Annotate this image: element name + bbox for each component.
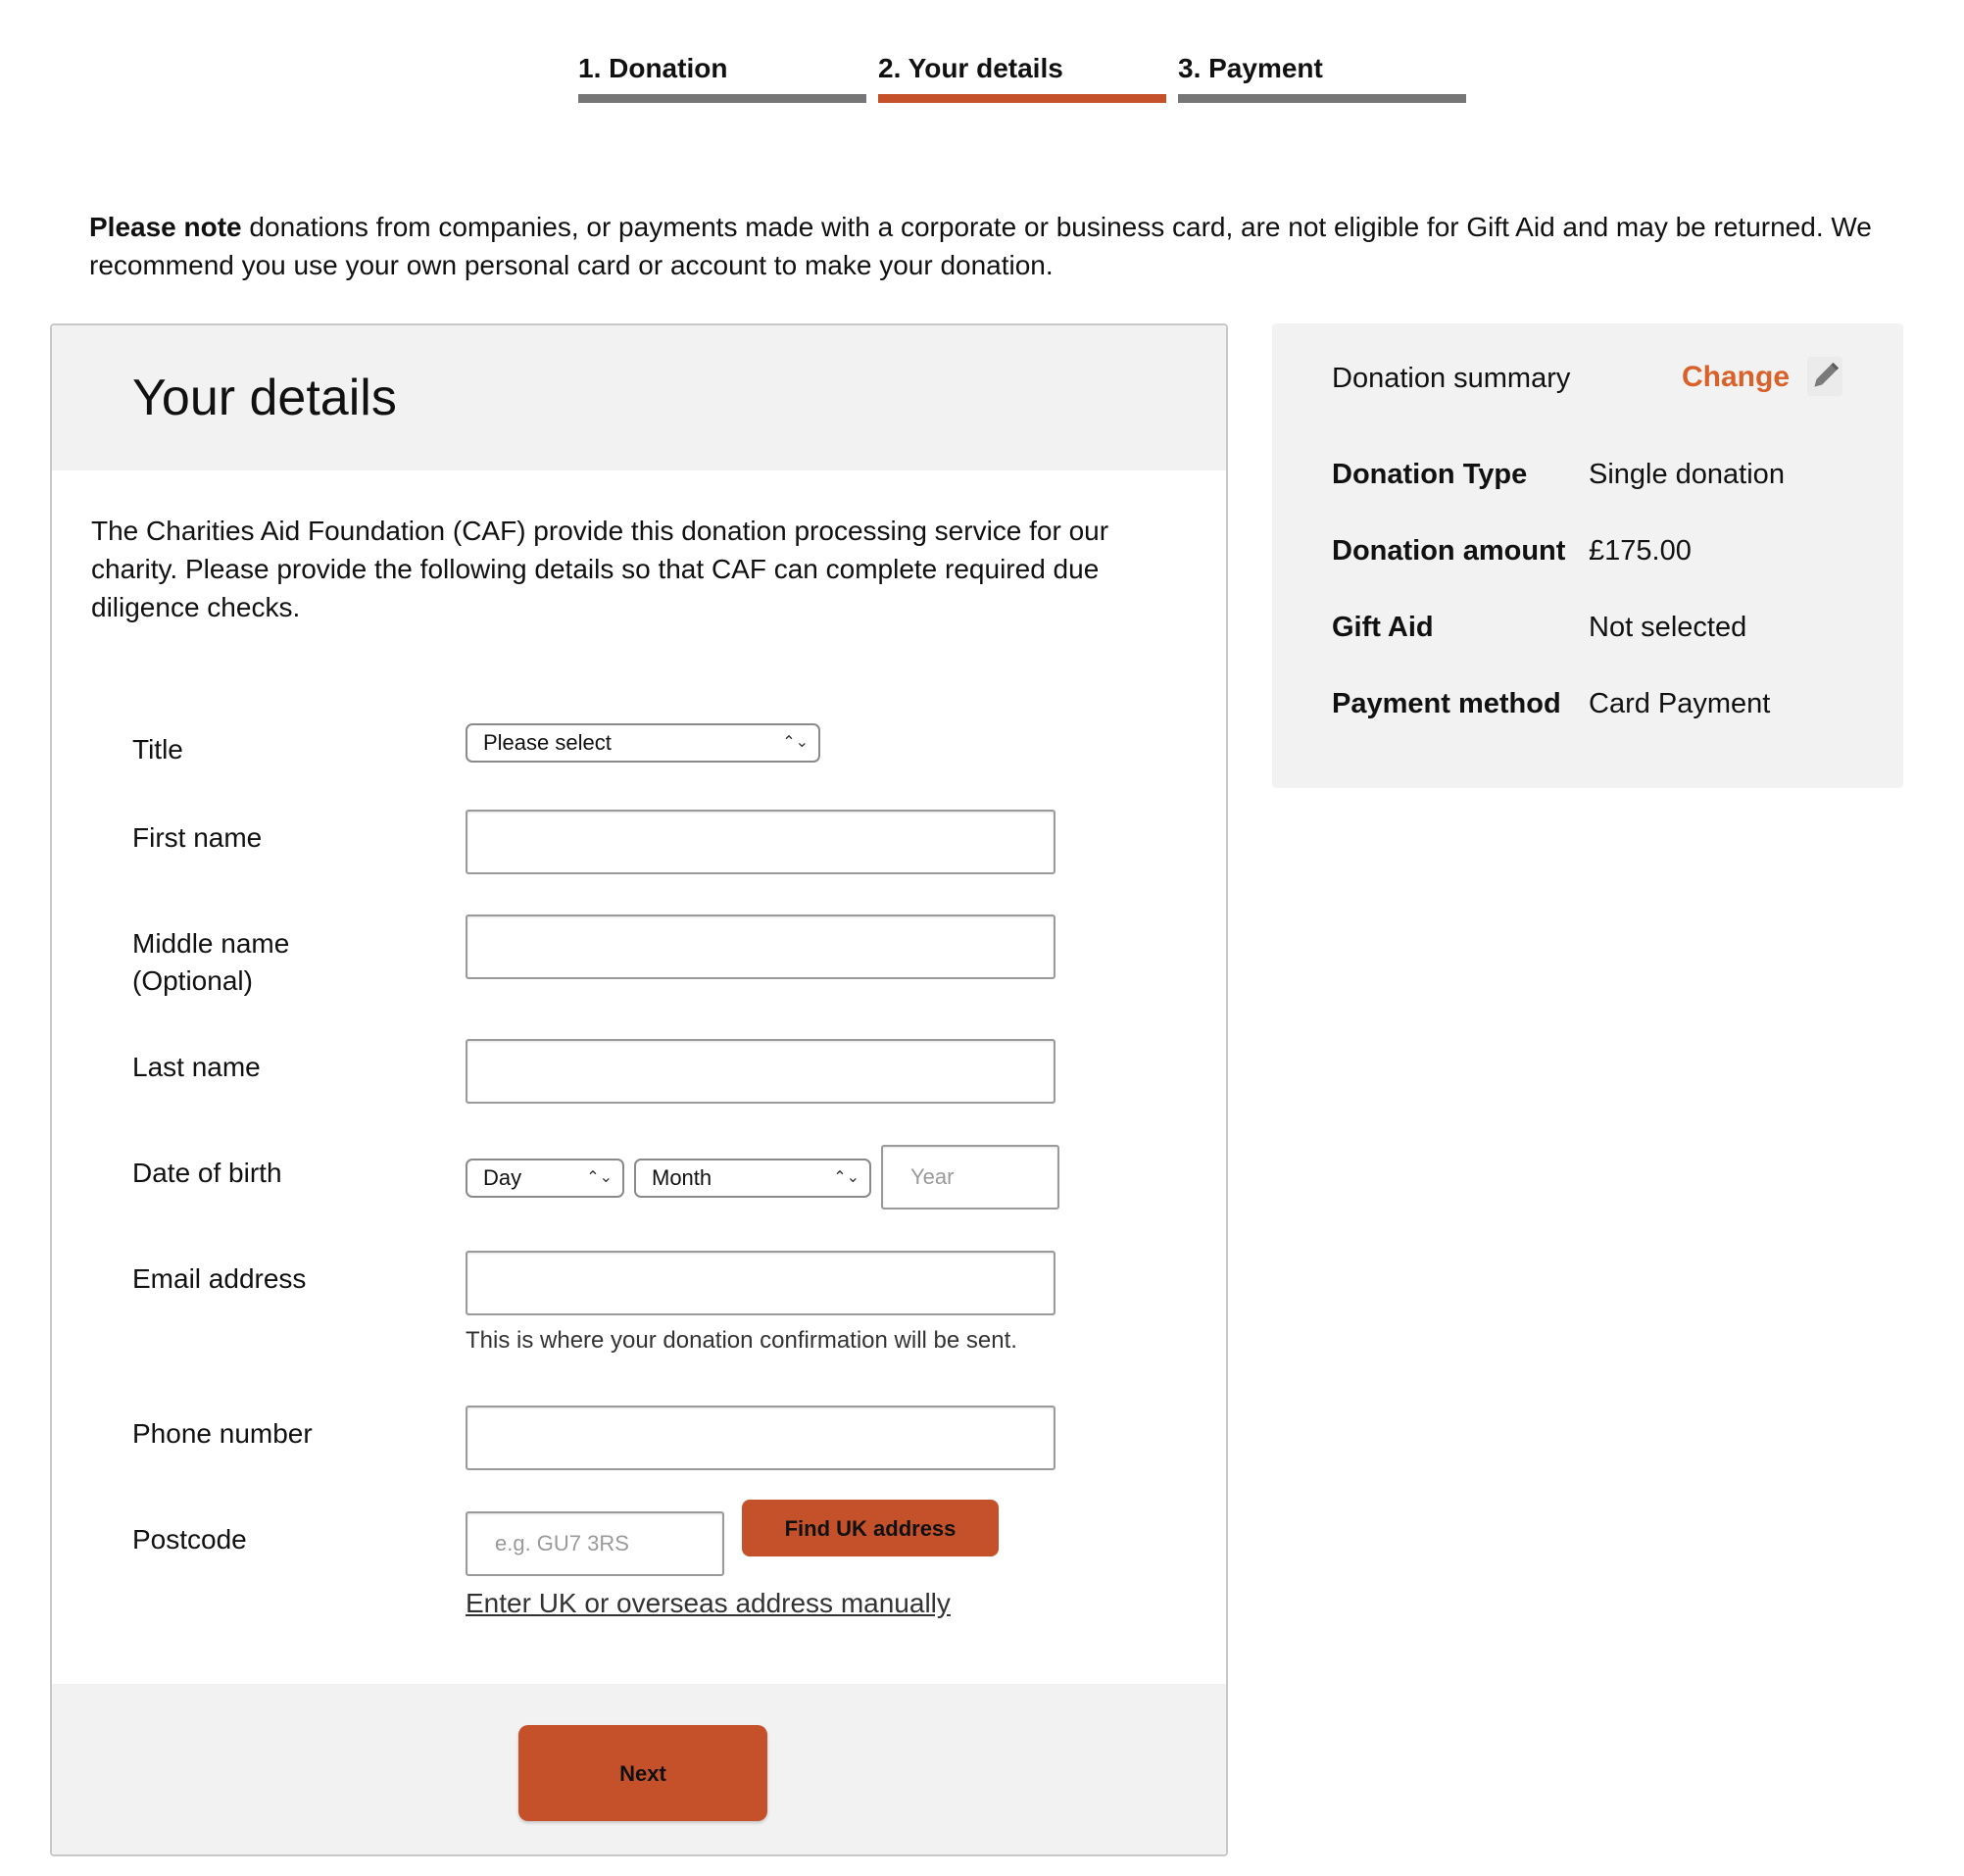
title-select-value: Please select: [483, 730, 612, 755]
your-details-panel: [50, 323, 1228, 1856]
phone-label: Phone number: [132, 1418, 313, 1449]
donation-summary: [1272, 323, 1903, 788]
summary-row-payment: [1332, 684, 1770, 723]
dob-day-select[interactable]: [466, 1159, 624, 1198]
step-donation-bar: [578, 94, 866, 103]
summary-value: £175.00: [1589, 535, 1692, 567]
postcode-input[interactable]: e.g. GU7 3RS: [466, 1511, 724, 1576]
panel-header: [52, 325, 1226, 470]
next-button[interactable]: Next: [518, 1725, 767, 1821]
change-link[interactable]: Change: [1682, 361, 1791, 393]
summary-value: Card Payment: [1589, 688, 1771, 719]
dob-month-select[interactable]: [634, 1159, 871, 1198]
last-name-label: Last name: [132, 1052, 261, 1082]
middle-name-label: Middle name (Optional): [132, 928, 290, 996]
summary-row-type: [1332, 455, 1785, 494]
chevron-updown-icon: ⌃⌄: [782, 734, 809, 751]
first-name-label: First name: [132, 822, 263, 853]
email-hint: This is where your donation confirmation will be sent.: [466, 1327, 1017, 1354]
dob-day-value: Day: [483, 1165, 522, 1190]
summary-row-amount: [1332, 531, 1692, 570]
note-text: donations from companies, or payments made with a corporate or business card, are not eligible for Gift Aid and may be returned. We recommend you use your own personal card or account to make your donation.: [89, 212, 1872, 280]
page-title: Your details: [132, 370, 397, 426]
email-input[interactable]: [466, 1251, 1056, 1315]
email-label: Email address: [132, 1263, 307, 1294]
dob-month-value: Month: [652, 1165, 712, 1190]
step-donation[interactable]: [578, 49, 866, 103]
step-your-details-bar: [878, 94, 1166, 103]
step-your-details[interactable]: [878, 49, 1166, 103]
pencil-icon[interactable]: [1807, 357, 1842, 396]
last-name-input[interactable]: [466, 1039, 1056, 1104]
summary-key: Donation Type: [1332, 459, 1528, 490]
step-your-details-label: 2. Your details: [878, 53, 1063, 83]
dob-label: Date of birth: [132, 1158, 282, 1188]
title-label: Title: [132, 734, 183, 765]
gift-aid-note: [89, 208, 1951, 284]
summary-key: Donation amount: [1332, 535, 1566, 567]
first-name-input[interactable]: [466, 810, 1056, 874]
step-donation-label: 1. Donation: [578, 53, 728, 83]
postcode-label: Postcode: [132, 1524, 247, 1555]
chevron-updown-icon: ⌃⌄: [586, 1169, 613, 1186]
step-payment[interactable]: [1178, 49, 1466, 103]
summary-key: Gift Aid: [1332, 612, 1434, 643]
summary-title: Donation summary: [1332, 363, 1571, 394]
summary-value: Not selected: [1589, 612, 1747, 643]
manual-address-link[interactable]: Enter UK or overseas address manually: [466, 1588, 951, 1618]
progress-steps: [578, 49, 1466, 103]
phone-input[interactable]: [466, 1406, 1056, 1470]
title-select[interactable]: [466, 723, 820, 763]
panel-footer: [52, 1684, 1226, 1856]
intro-text: The Charities Aid Foundation (CAF) provide this donation processing service for our charity. Please provide the following details so that CAF can complete required due diligence checks.: [91, 516, 1109, 622]
note-bold: Please note: [89, 212, 242, 242]
summary-row-gift-aid: [1332, 608, 1746, 647]
dob-year-input[interactable]: Year: [881, 1145, 1059, 1210]
step-payment-bar: [1178, 94, 1466, 103]
summary-value: Single donation: [1589, 459, 1785, 490]
summary-key: Payment method: [1332, 688, 1561, 719]
find-address-button[interactable]: Find UK address: [742, 1500, 999, 1556]
chevron-updown-icon: ⌃⌄: [833, 1169, 859, 1186]
step-payment-label: 3. Payment: [1178, 53, 1323, 83]
middle-name-input[interactable]: [466, 914, 1056, 979]
